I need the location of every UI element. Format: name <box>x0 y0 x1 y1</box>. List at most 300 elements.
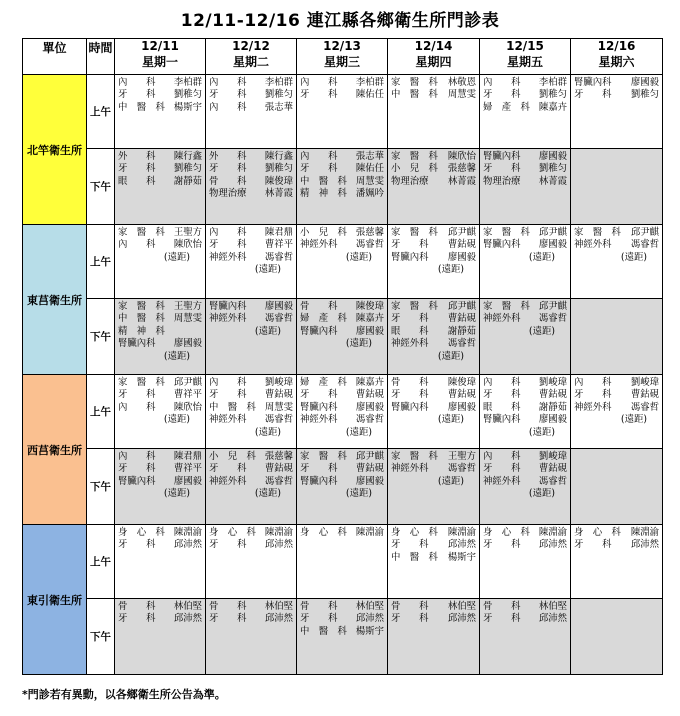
department: 骨 科 <box>391 377 429 388</box>
department: 家 醫 科 <box>118 377 165 388</box>
department: 神經外科 <box>483 313 521 325</box>
clinic-entry <box>209 527 293 539</box>
date-label: 12/14 <box>414 39 453 53</box>
schedule-cell <box>206 225 297 299</box>
clinic-entry <box>483 239 567 251</box>
schedule-cell <box>297 375 388 449</box>
doctor-name: 周慧雯 <box>264 401 293 413</box>
clinic-entry <box>300 451 384 463</box>
doctor-name: 陳君鼎 <box>173 451 202 462</box>
doctor-name: 林敬恩 <box>447 77 476 88</box>
clinic-entry <box>391 377 476 389</box>
schedule-cell <box>297 75 388 149</box>
clinic-entry <box>209 451 293 463</box>
clinic-entry <box>391 402 476 414</box>
doctor-name: 馮睿哲 <box>355 239 384 251</box>
department: 中 醫 科 <box>391 89 438 101</box>
doctor-name: 劉稚匀 <box>173 89 202 101</box>
doctor-name: 邱尹麒 <box>630 227 659 238</box>
schedule-cell <box>297 225 388 299</box>
clinic-entry <box>483 601 567 613</box>
doctor-name: 曹祥平 <box>173 463 202 475</box>
clinic-entry <box>118 77 202 89</box>
schedule-row <box>23 75 663 149</box>
department: 家 醫 科 <box>574 227 621 238</box>
schedule-cell <box>206 299 297 375</box>
clinic-entry <box>483 227 567 239</box>
doctor-name: 林菁霞 <box>264 188 293 200</box>
clinic-entry <box>300 89 384 101</box>
schedule-cell <box>115 299 206 375</box>
doctor-name: 劉峻瑋 <box>630 377 659 388</box>
header-row <box>23 39 663 75</box>
doctor-name: 廖國毅 <box>538 414 567 426</box>
department: 外 科 <box>118 151 156 162</box>
clinic-entry <box>209 613 293 625</box>
schedule-cell <box>297 149 388 225</box>
department: 神經外科 <box>391 338 429 350</box>
department: 內 科 <box>209 77 247 88</box>
doctor-name: 馮睿哲 <box>538 475 567 487</box>
department: 家 醫 科 <box>391 227 438 238</box>
schedule-cell <box>388 299 480 375</box>
doctor-name: 張慈馨 <box>264 451 293 462</box>
clinic-entry <box>118 176 202 188</box>
remote-note: (遠距) <box>345 338 372 350</box>
clinic-entry <box>209 239 293 251</box>
schedule-cell <box>480 375 571 449</box>
department: 眼 科 <box>391 325 429 337</box>
schedule-cell <box>206 525 297 599</box>
clinic-entry <box>209 539 293 551</box>
doctor-name: 謝靜茹 <box>538 401 567 413</box>
department: 牙 科 <box>300 613 338 625</box>
schedule-cell <box>206 449 297 525</box>
department: 腎臟內科 <box>300 325 338 337</box>
doctor-name: 馮睿哲 <box>630 239 659 251</box>
department: 牙 科 <box>209 239 247 251</box>
remote-note: (遠距) <box>254 325 281 337</box>
clinic-entry <box>300 326 384 338</box>
department: 內 科 <box>118 451 156 462</box>
clinic-entry <box>118 89 202 101</box>
department: 婦 產 科 <box>300 377 347 388</box>
doctor-name: 曹鈷硯 <box>355 463 384 475</box>
schedule-cell <box>115 149 206 225</box>
department: 牙 科 <box>118 463 156 475</box>
clinic-entry <box>483 463 567 475</box>
remote-note: (遠距) <box>437 264 464 276</box>
department: 內 科 <box>300 151 338 162</box>
remote-note: (遠距) <box>528 251 555 263</box>
period-label: 下午 <box>87 599 115 675</box>
department: 腎臟內科 <box>391 401 429 413</box>
department: 內 科 <box>118 239 156 251</box>
schedule-row <box>23 599 663 675</box>
unit-name: 東引衛生所 <box>23 525 87 675</box>
department: 神經外科 <box>300 414 338 426</box>
doctor-name: 邱尹麒 <box>173 377 202 388</box>
schedule-cell <box>571 525 663 599</box>
clinic-entry <box>483 301 567 313</box>
doctor-name: 周慧雯 <box>173 313 202 325</box>
doctor-name: 李柏群 <box>173 77 202 88</box>
clinic-entry <box>118 527 202 539</box>
clinic-entry <box>118 301 202 313</box>
clinic-entry <box>300 301 384 313</box>
clinic-entry <box>300 389 384 401</box>
doctor-name: 馮睿哲 <box>264 251 293 263</box>
clinic-entry <box>118 377 202 389</box>
clinic-entry <box>391 338 476 350</box>
period-label: 下午 <box>87 449 115 525</box>
doctor-name: 曹鈷硯 <box>447 239 476 251</box>
remote-note: (遠距) <box>620 414 647 426</box>
department: 內 科 <box>574 377 612 388</box>
department: 牙 科 <box>209 539 247 551</box>
doctor-name: 陳淵渝 <box>630 527 659 538</box>
doctor-name: 劉稚匀 <box>630 89 659 101</box>
doctor-name: 廖國毅 <box>538 151 567 162</box>
department: 牙 科 <box>118 613 156 625</box>
department: 神經外科 <box>209 251 247 263</box>
clinic-entry <box>483 163 567 175</box>
department: 牙 科 <box>300 163 338 175</box>
department: 骨 科 <box>209 601 247 612</box>
schedule-cell <box>480 299 571 375</box>
schedule-cell <box>115 525 206 599</box>
clinic-entry <box>209 176 293 188</box>
doctor-name: 陳欣怡 <box>173 401 202 413</box>
department: 小 兒 科 <box>391 163 438 175</box>
doctor-name: 馮睿哲 <box>538 313 567 325</box>
department: 腎臟內科 <box>483 151 521 162</box>
doctor-name: 李柏群 <box>264 77 293 88</box>
clinic-entry <box>391 451 476 463</box>
doctor-name: 邱尹麒 <box>447 227 476 238</box>
clinic-entry <box>209 89 293 101</box>
clinic-entry <box>483 539 567 551</box>
department: 物理治療 <box>483 175 521 187</box>
doctor-name: 馮睿哲 <box>264 313 293 325</box>
department: 身 心 科 <box>574 527 621 538</box>
period-label: 下午 <box>87 299 115 375</box>
doctor-name: 廖國毅 <box>447 251 476 263</box>
doctor-name: 陳俊瑋 <box>355 301 384 312</box>
department: 家 醫 科 <box>118 301 165 312</box>
day-header <box>206 39 297 75</box>
doctor-name: 曹鈷硯 <box>538 389 567 401</box>
remote-note: (遠距) <box>528 426 555 438</box>
doctor-name: 陳俊瑋 <box>447 377 476 388</box>
department: 牙 科 <box>483 539 521 551</box>
clinic-entry <box>300 476 384 488</box>
department: 牙 科 <box>209 163 247 175</box>
clinic-entry <box>483 176 567 188</box>
remote-note: (遠距) <box>437 475 464 487</box>
clinic-entry <box>391 227 476 239</box>
clinic-entry <box>574 389 659 401</box>
doctor-name: 陳佑任 <box>355 163 384 175</box>
clinic-entry <box>391 77 476 89</box>
clinic-entry <box>118 601 202 613</box>
department: 腎臟內科 <box>300 475 338 487</box>
department: 牙 科 <box>391 539 429 551</box>
clinic-entry <box>300 527 384 539</box>
department: 家 醫 科 <box>300 451 347 462</box>
doctor-name: 陳嘉卉 <box>355 313 384 325</box>
department: 牙 科 <box>574 89 612 101</box>
clinic-entry <box>300 227 384 239</box>
unit-header: 單位 <box>23 39 87 75</box>
schedule-cell <box>571 225 663 299</box>
schedule-cell <box>115 599 206 675</box>
department: 腎臟內科 <box>391 251 429 263</box>
doctor-name: 楊斯宇 <box>173 101 202 113</box>
doctor-name: 劉峻瑋 <box>264 377 293 388</box>
clinic-entry <box>391 463 476 475</box>
date-label: 12/15 <box>506 39 544 53</box>
clinic-entry <box>574 77 659 89</box>
clinic-entry <box>209 252 293 264</box>
clinic-entry <box>300 402 384 414</box>
clinic-entry <box>118 451 202 463</box>
department: 內 科 <box>483 377 521 388</box>
department: 腎臟內科 <box>209 301 247 312</box>
department: 內 科 <box>209 101 247 113</box>
doctor-name: 林菁霞 <box>538 175 567 187</box>
remote-note: (遠距) <box>163 414 190 426</box>
period-label: 下午 <box>87 149 115 225</box>
department: 內 科 <box>300 77 338 88</box>
clinic-entry <box>574 239 659 251</box>
doctor-name: 曹鈷硯 <box>630 389 659 401</box>
department: 眼 科 <box>483 401 521 413</box>
clinic-entry <box>391 389 476 401</box>
department: 腎臟內科 <box>118 338 156 350</box>
clinic-entry <box>483 313 567 325</box>
remote-note: (遠距) <box>163 251 190 263</box>
clinic-entry <box>391 601 476 613</box>
clinic-entry <box>209 377 293 389</box>
doctor-name: 楊斯宇 <box>355 625 384 637</box>
doctor-name: 林菁霞 <box>447 175 476 187</box>
clinic-entry <box>118 402 202 414</box>
department: 牙 科 <box>209 389 247 401</box>
doctor-name: 邱沛然 <box>264 539 293 551</box>
clinic-entry <box>300 176 384 188</box>
clinic-entry <box>209 601 293 613</box>
doctor-name: 張志華 <box>355 151 384 162</box>
department: 腎臟內科 <box>118 475 156 487</box>
time-header: 時間 <box>87 39 115 75</box>
department: 內 科 <box>483 451 521 462</box>
department: 家 醫 科 <box>391 151 438 162</box>
schedule-cell <box>571 375 663 449</box>
schedule-row <box>23 525 663 599</box>
department: 眼 科 <box>118 175 156 187</box>
doctor-name: 曹鈷硯 <box>264 389 293 401</box>
department: 腎臟內科 <box>574 77 612 88</box>
department: 牙 科 <box>118 89 156 101</box>
department: 腎臟內科 <box>483 239 521 251</box>
department: 牙 科 <box>483 463 521 475</box>
doctor-name: 邱沛然 <box>538 613 567 625</box>
clinic-entry <box>118 239 202 251</box>
clinic-entry <box>118 539 202 551</box>
clinic-entry <box>391 301 476 313</box>
doctor-name: 廖國毅 <box>447 401 476 413</box>
department: 牙 科 <box>391 389 429 401</box>
clinic-entry <box>483 377 567 389</box>
doctor-name: 廖國毅 <box>355 475 384 487</box>
clinic-entry <box>483 451 567 463</box>
schedule-cell <box>480 75 571 149</box>
schedule-cell <box>571 149 663 225</box>
remote-note: (遠距) <box>528 325 555 337</box>
department: 中 醫 科 <box>118 101 165 113</box>
clinic-entry <box>483 77 567 89</box>
clinic-entry <box>483 402 567 414</box>
department: 神經外科 <box>574 401 612 413</box>
doctor-name: 邱尹麒 <box>447 301 476 312</box>
clinic-entry <box>391 252 476 264</box>
remote-note: (遠距) <box>620 251 647 263</box>
doctor-name: 林伯堅 <box>447 601 476 612</box>
clinic-entry <box>118 389 202 401</box>
doctor-name: 劉稚匀 <box>538 163 567 175</box>
clinic-entry <box>391 151 476 163</box>
clinic-entry <box>209 402 293 414</box>
department: 牙 科 <box>483 389 521 401</box>
schedule-cell <box>206 149 297 225</box>
schedule-cell <box>388 149 480 225</box>
weekday-label: 星期三 <box>323 55 360 69</box>
doctor-name: 廖國毅 <box>173 338 202 350</box>
department: 神經外科 <box>300 239 338 251</box>
doctor-name: 林伯堅 <box>355 601 384 612</box>
clinic-entry <box>300 239 384 251</box>
schedule-cell <box>115 375 206 449</box>
department: 家 醫 科 <box>483 227 530 238</box>
doctor-name: 周慧雯 <box>355 175 384 187</box>
doctor-name: 曹鈷硯 <box>264 463 293 475</box>
department: 家 醫 科 <box>391 451 438 462</box>
doctor-name: 張志華 <box>264 101 293 113</box>
schedule-row <box>23 449 663 525</box>
remote-note: (遠距) <box>345 426 372 438</box>
clinic-entry <box>483 151 567 163</box>
period-label: 上午 <box>87 75 115 149</box>
doctor-name: 陳欣怡 <box>447 151 476 162</box>
clinic-entry <box>300 77 384 89</box>
remote-note: (遠距) <box>528 488 555 500</box>
clinic-entry <box>391 89 476 101</box>
remote-note: (遠距) <box>254 488 281 500</box>
department: 內 科 <box>483 77 521 88</box>
department: 家 醫 科 <box>118 227 165 238</box>
department: 家 醫 科 <box>391 301 438 312</box>
department: 牙 科 <box>209 613 247 625</box>
department: 身 心 科 <box>118 527 165 538</box>
clinic-entry <box>300 626 384 638</box>
schedule-cell <box>480 525 571 599</box>
doctor-name: 陳佑任 <box>355 89 384 101</box>
department: 家 醫 科 <box>483 301 530 312</box>
department: 中 醫 科 <box>300 625 347 637</box>
department: 神經外科 <box>574 239 612 251</box>
doctor-name: 張慈馨 <box>447 163 476 175</box>
department: 骨 科 <box>300 301 338 312</box>
clinic-entry <box>209 414 293 426</box>
schedule-cell <box>480 449 571 525</box>
department: 中 醫 科 <box>300 175 347 187</box>
department: 內 科 <box>118 401 156 413</box>
doctor-name: 邱沛然 <box>447 539 476 551</box>
clinic-entry <box>209 77 293 89</box>
department: 物理治療 <box>209 188 247 200</box>
doctor-name: 馮睿哲 <box>264 475 293 487</box>
clinic-entry <box>118 338 202 350</box>
doctor-name: 謝靜茹 <box>447 325 476 337</box>
clinic-entry <box>391 163 476 175</box>
department: 身 心 科 <box>483 527 530 538</box>
schedule-cell <box>297 525 388 599</box>
doctor-name: 邱沛然 <box>630 539 659 551</box>
doctor-name: 劉稚匀 <box>264 163 293 175</box>
department: 物理治療 <box>391 175 429 187</box>
department: 神經外科 <box>209 313 247 325</box>
schedule-cell <box>571 299 663 375</box>
clinic-entry <box>209 151 293 163</box>
department: 骨 科 <box>300 601 338 612</box>
clinic-entry <box>209 389 293 401</box>
schedule-row <box>23 375 663 449</box>
department: 內 科 <box>209 227 247 238</box>
department: 精 神 科 <box>118 325 165 337</box>
unit-name: 東莒衛生所 <box>23 225 87 375</box>
clinic-entry <box>391 176 476 188</box>
day-header <box>480 39 571 75</box>
clinic-entry <box>300 414 384 426</box>
clinic-entry <box>209 227 293 239</box>
doctor-name: 廖國毅 <box>538 239 567 251</box>
period-label: 上午 <box>87 525 115 599</box>
department: 牙 科 <box>300 463 338 475</box>
doctor-name: 廖國毅 <box>355 325 384 337</box>
schedule-cell <box>297 449 388 525</box>
doctor-name: 張慈馨 <box>355 227 384 238</box>
department: 腎臟內科 <box>483 414 521 426</box>
clinic-entry <box>483 613 567 625</box>
doctor-name: 馮睿哲 <box>447 463 476 475</box>
doctor-name: 曹祥平 <box>173 389 202 401</box>
clinic-entry <box>574 227 659 239</box>
schedule-cell <box>388 599 480 675</box>
doctor-name: 廖國毅 <box>630 77 659 88</box>
clinic-entry <box>574 527 659 539</box>
department: 身 心 科 <box>391 527 438 538</box>
clinic-entry <box>391 313 476 325</box>
clinic-entry <box>483 89 567 101</box>
clinic-entry <box>574 402 659 414</box>
department: 牙 科 <box>300 389 338 401</box>
doctor-name: 李柏群 <box>538 77 567 88</box>
schedule-cell <box>571 75 663 149</box>
department: 神經外科 <box>209 475 247 487</box>
clinic-entry <box>209 463 293 475</box>
schedule-cell <box>388 449 480 525</box>
